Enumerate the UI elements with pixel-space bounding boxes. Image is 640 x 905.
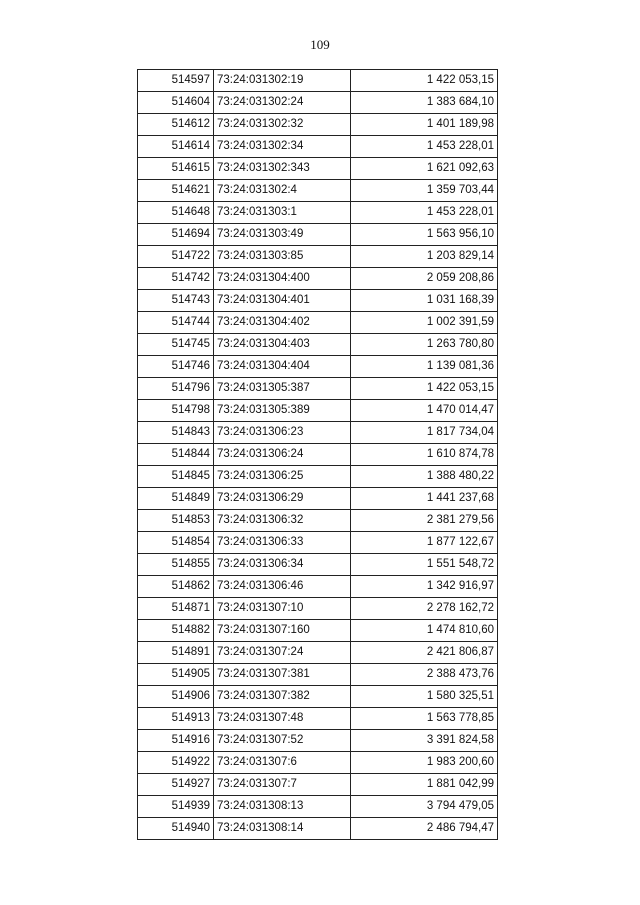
cadastral-value-cell: 1 474 810,60 (351, 620, 498, 642)
cadastral-number-cell: 73:24:031305:389 (214, 400, 351, 422)
cadastral-value-cell: 1 203 829,14 (351, 246, 498, 268)
cadastral-number-cell: 73:24:031302:4 (214, 180, 351, 202)
row-number-cell: 514796 (138, 378, 214, 400)
cadastral-number-cell: 73:24:031307:10 (214, 598, 351, 620)
cadastral-value-cell: 2 388 473,76 (351, 664, 498, 686)
table-row (138, 444, 498, 466)
table-row (138, 730, 498, 752)
cadastral-value-cell: 3 391 824,58 (351, 730, 498, 752)
row-number-cell: 514722 (138, 246, 214, 268)
cadastral-value-cell: 1 983 200,60 (351, 752, 498, 774)
cadastral-value-cell: 1 139 081,36 (351, 356, 498, 378)
cadastral-value-cell: 1 422 053,15 (351, 378, 498, 400)
table-row (138, 114, 498, 136)
table-row (138, 422, 498, 444)
cadastral-number-cell: 73:24:031307:6 (214, 752, 351, 774)
table-row (138, 312, 498, 334)
table-row (138, 378, 498, 400)
cadastral-number-cell: 73:24:031303:85 (214, 246, 351, 268)
cadastral-number-cell: 73:24:031305:387 (214, 378, 351, 400)
cadastral-number-cell: 73:24:031303:1 (214, 202, 351, 224)
table-row (138, 356, 498, 378)
cadastral-value-cell: 1 441 237,68 (351, 488, 498, 510)
cadastral-number-cell: 73:24:031306:23 (214, 422, 351, 444)
table-row (138, 774, 498, 796)
cadastral-value-cell: 2 421 806,87 (351, 642, 498, 664)
row-number-cell: 514849 (138, 488, 214, 510)
cadastral-value-cell: 1 881 042,99 (351, 774, 498, 796)
row-number-cell: 514853 (138, 510, 214, 532)
table-row (138, 334, 498, 356)
table-row (138, 202, 498, 224)
cadastral-value-cell: 1 563 956,10 (351, 224, 498, 246)
cadastral-number-cell: 73:24:031307:48 (214, 708, 351, 730)
row-number-cell: 514927 (138, 774, 214, 796)
table-row (138, 510, 498, 532)
cadastral-number-cell: 73:24:031307:381 (214, 664, 351, 686)
cadastral-number-cell: 73:24:031306:29 (214, 488, 351, 510)
table-row (138, 620, 498, 642)
table-row (138, 92, 498, 114)
cadastral-value-cell: 1 342 916,97 (351, 576, 498, 598)
cadastral-value-cell: 1 551 548,72 (351, 554, 498, 576)
page-number: 109 (310, 37, 330, 52)
row-number-cell: 514854 (138, 532, 214, 554)
table-row (138, 752, 498, 774)
row-number-cell: 514612 (138, 114, 214, 136)
cadastral-value-table (137, 69, 498, 840)
cadastral-number-cell: 73:24:031304:401 (214, 290, 351, 312)
cadastral-value-cell: 1 453 228,01 (351, 136, 498, 158)
row-number-cell: 514597 (138, 70, 214, 92)
row-number-cell: 514694 (138, 224, 214, 246)
row-number-cell: 514604 (138, 92, 214, 114)
cadastral-number-cell: 73:24:031306:46 (214, 576, 351, 598)
cadastral-value-cell: 1 263 780,80 (351, 334, 498, 356)
table-row (138, 466, 498, 488)
table-row (138, 180, 498, 202)
row-number-cell: 514844 (138, 444, 214, 466)
cadastral-number-cell: 73:24:031308:13 (214, 796, 351, 818)
table-row (138, 686, 498, 708)
cadastral-value-cell: 1 610 874,78 (351, 444, 498, 466)
cadastral-number-cell: 73:24:031302:343 (214, 158, 351, 180)
table-row (138, 532, 498, 554)
table-row (138, 642, 498, 664)
cadastral-value-cell: 3 794 479,05 (351, 796, 498, 818)
row-number-cell: 514746 (138, 356, 214, 378)
cadastral-value-cell: 2 059 208,86 (351, 268, 498, 290)
table-body (138, 70, 498, 840)
table-row (138, 708, 498, 730)
cadastral-number-cell: 73:24:031306:32 (214, 510, 351, 532)
table-row (138, 70, 498, 92)
cadastral-number-cell: 73:24:031306:34 (214, 554, 351, 576)
cadastral-number-cell: 73:24:031302:19 (214, 70, 351, 92)
cadastral-value-cell: 1 817 734,04 (351, 422, 498, 444)
table-row (138, 400, 498, 422)
row-number-cell: 514871 (138, 598, 214, 620)
table-row (138, 246, 498, 268)
cadastral-value-cell: 1 621 092,63 (351, 158, 498, 180)
table-row (138, 136, 498, 158)
row-number-cell: 514939 (138, 796, 214, 818)
row-number-cell: 514882 (138, 620, 214, 642)
row-number-cell: 514845 (138, 466, 214, 488)
cadastral-value-cell: 1 388 480,22 (351, 466, 498, 488)
cadastral-number-cell: 73:24:031304:403 (214, 334, 351, 356)
cadastral-number-cell: 73:24:031304:400 (214, 268, 351, 290)
row-number-cell: 514621 (138, 180, 214, 202)
table-row (138, 664, 498, 686)
cadastral-value-cell: 1 359 703,44 (351, 180, 498, 202)
cadastral-value-cell: 1 422 053,15 (351, 70, 498, 92)
row-number-cell: 514862 (138, 576, 214, 598)
cadastral-number-cell: 73:24:031306:33 (214, 532, 351, 554)
cadastral-number-cell: 73:24:031304:402 (214, 312, 351, 334)
cadastral-number-cell: 73:24:031302:34 (214, 136, 351, 158)
row-number-cell: 514916 (138, 730, 214, 752)
cadastral-value-cell: 1 031 168,39 (351, 290, 498, 312)
cadastral-number-cell: 73:24:031303:49 (214, 224, 351, 246)
cadastral-value-cell: 1 453 228,01 (351, 202, 498, 224)
cadastral-number-cell: 73:24:031308:14 (214, 818, 351, 840)
cadastral-value-cell: 2 486 794,47 (351, 818, 498, 840)
cadastral-number-cell: 73:24:031307:52 (214, 730, 351, 752)
cadastral-value-cell: 1 401 189,98 (351, 114, 498, 136)
row-number-cell: 514745 (138, 334, 214, 356)
cadastral-value-cell: 1 580 325,51 (351, 686, 498, 708)
cadastral-value-cell: 1 002 391,59 (351, 312, 498, 334)
row-number-cell: 514913 (138, 708, 214, 730)
row-number-cell: 514742 (138, 268, 214, 290)
table-row (138, 268, 498, 290)
cadastral-value-cell: 1 563 778,85 (351, 708, 498, 730)
cadastral-value-cell: 1 877 122,67 (351, 532, 498, 554)
table-row (138, 576, 498, 598)
cadastral-number-cell: 73:24:031304:404 (214, 356, 351, 378)
cadastral-number-cell: 73:24:031307:160 (214, 620, 351, 642)
row-number-cell: 514906 (138, 686, 214, 708)
table-row (138, 158, 498, 180)
cadastral-number-cell: 73:24:031302:32 (214, 114, 351, 136)
table-row (138, 290, 498, 312)
cadastral-number-cell: 73:24:031302:24 (214, 92, 351, 114)
cadastral-value-cell: 2 278 162,72 (351, 598, 498, 620)
row-number-cell: 514743 (138, 290, 214, 312)
row-number-cell: 514905 (138, 664, 214, 686)
table-row (138, 818, 498, 840)
cadastral-number-cell: 73:24:031307:382 (214, 686, 351, 708)
row-number-cell: 514922 (138, 752, 214, 774)
cadastral-number-cell: 73:24:031307:24 (214, 642, 351, 664)
table-row (138, 554, 498, 576)
cadastral-number-cell: 73:24:031306:24 (214, 444, 351, 466)
row-number-cell: 514614 (138, 136, 214, 158)
row-number-cell: 514615 (138, 158, 214, 180)
row-number-cell: 514940 (138, 818, 214, 840)
cadastral-value-cell: 2 381 279,56 (351, 510, 498, 532)
row-number-cell: 514843 (138, 422, 214, 444)
row-number-cell: 514855 (138, 554, 214, 576)
cadastral-value-cell: 1 383 684,10 (351, 92, 498, 114)
row-number-cell: 514798 (138, 400, 214, 422)
cadastral-number-cell: 73:24:031306:25 (214, 466, 351, 488)
table-row (138, 224, 498, 246)
row-number-cell: 514744 (138, 312, 214, 334)
table-row (138, 488, 498, 510)
table-row (138, 598, 498, 620)
row-number-cell: 514648 (138, 202, 214, 224)
cadastral-number-cell: 73:24:031307:7 (214, 774, 351, 796)
cadastral-value-cell: 1 470 014,47 (351, 400, 498, 422)
row-number-cell: 514891 (138, 642, 214, 664)
table-row (138, 796, 498, 818)
